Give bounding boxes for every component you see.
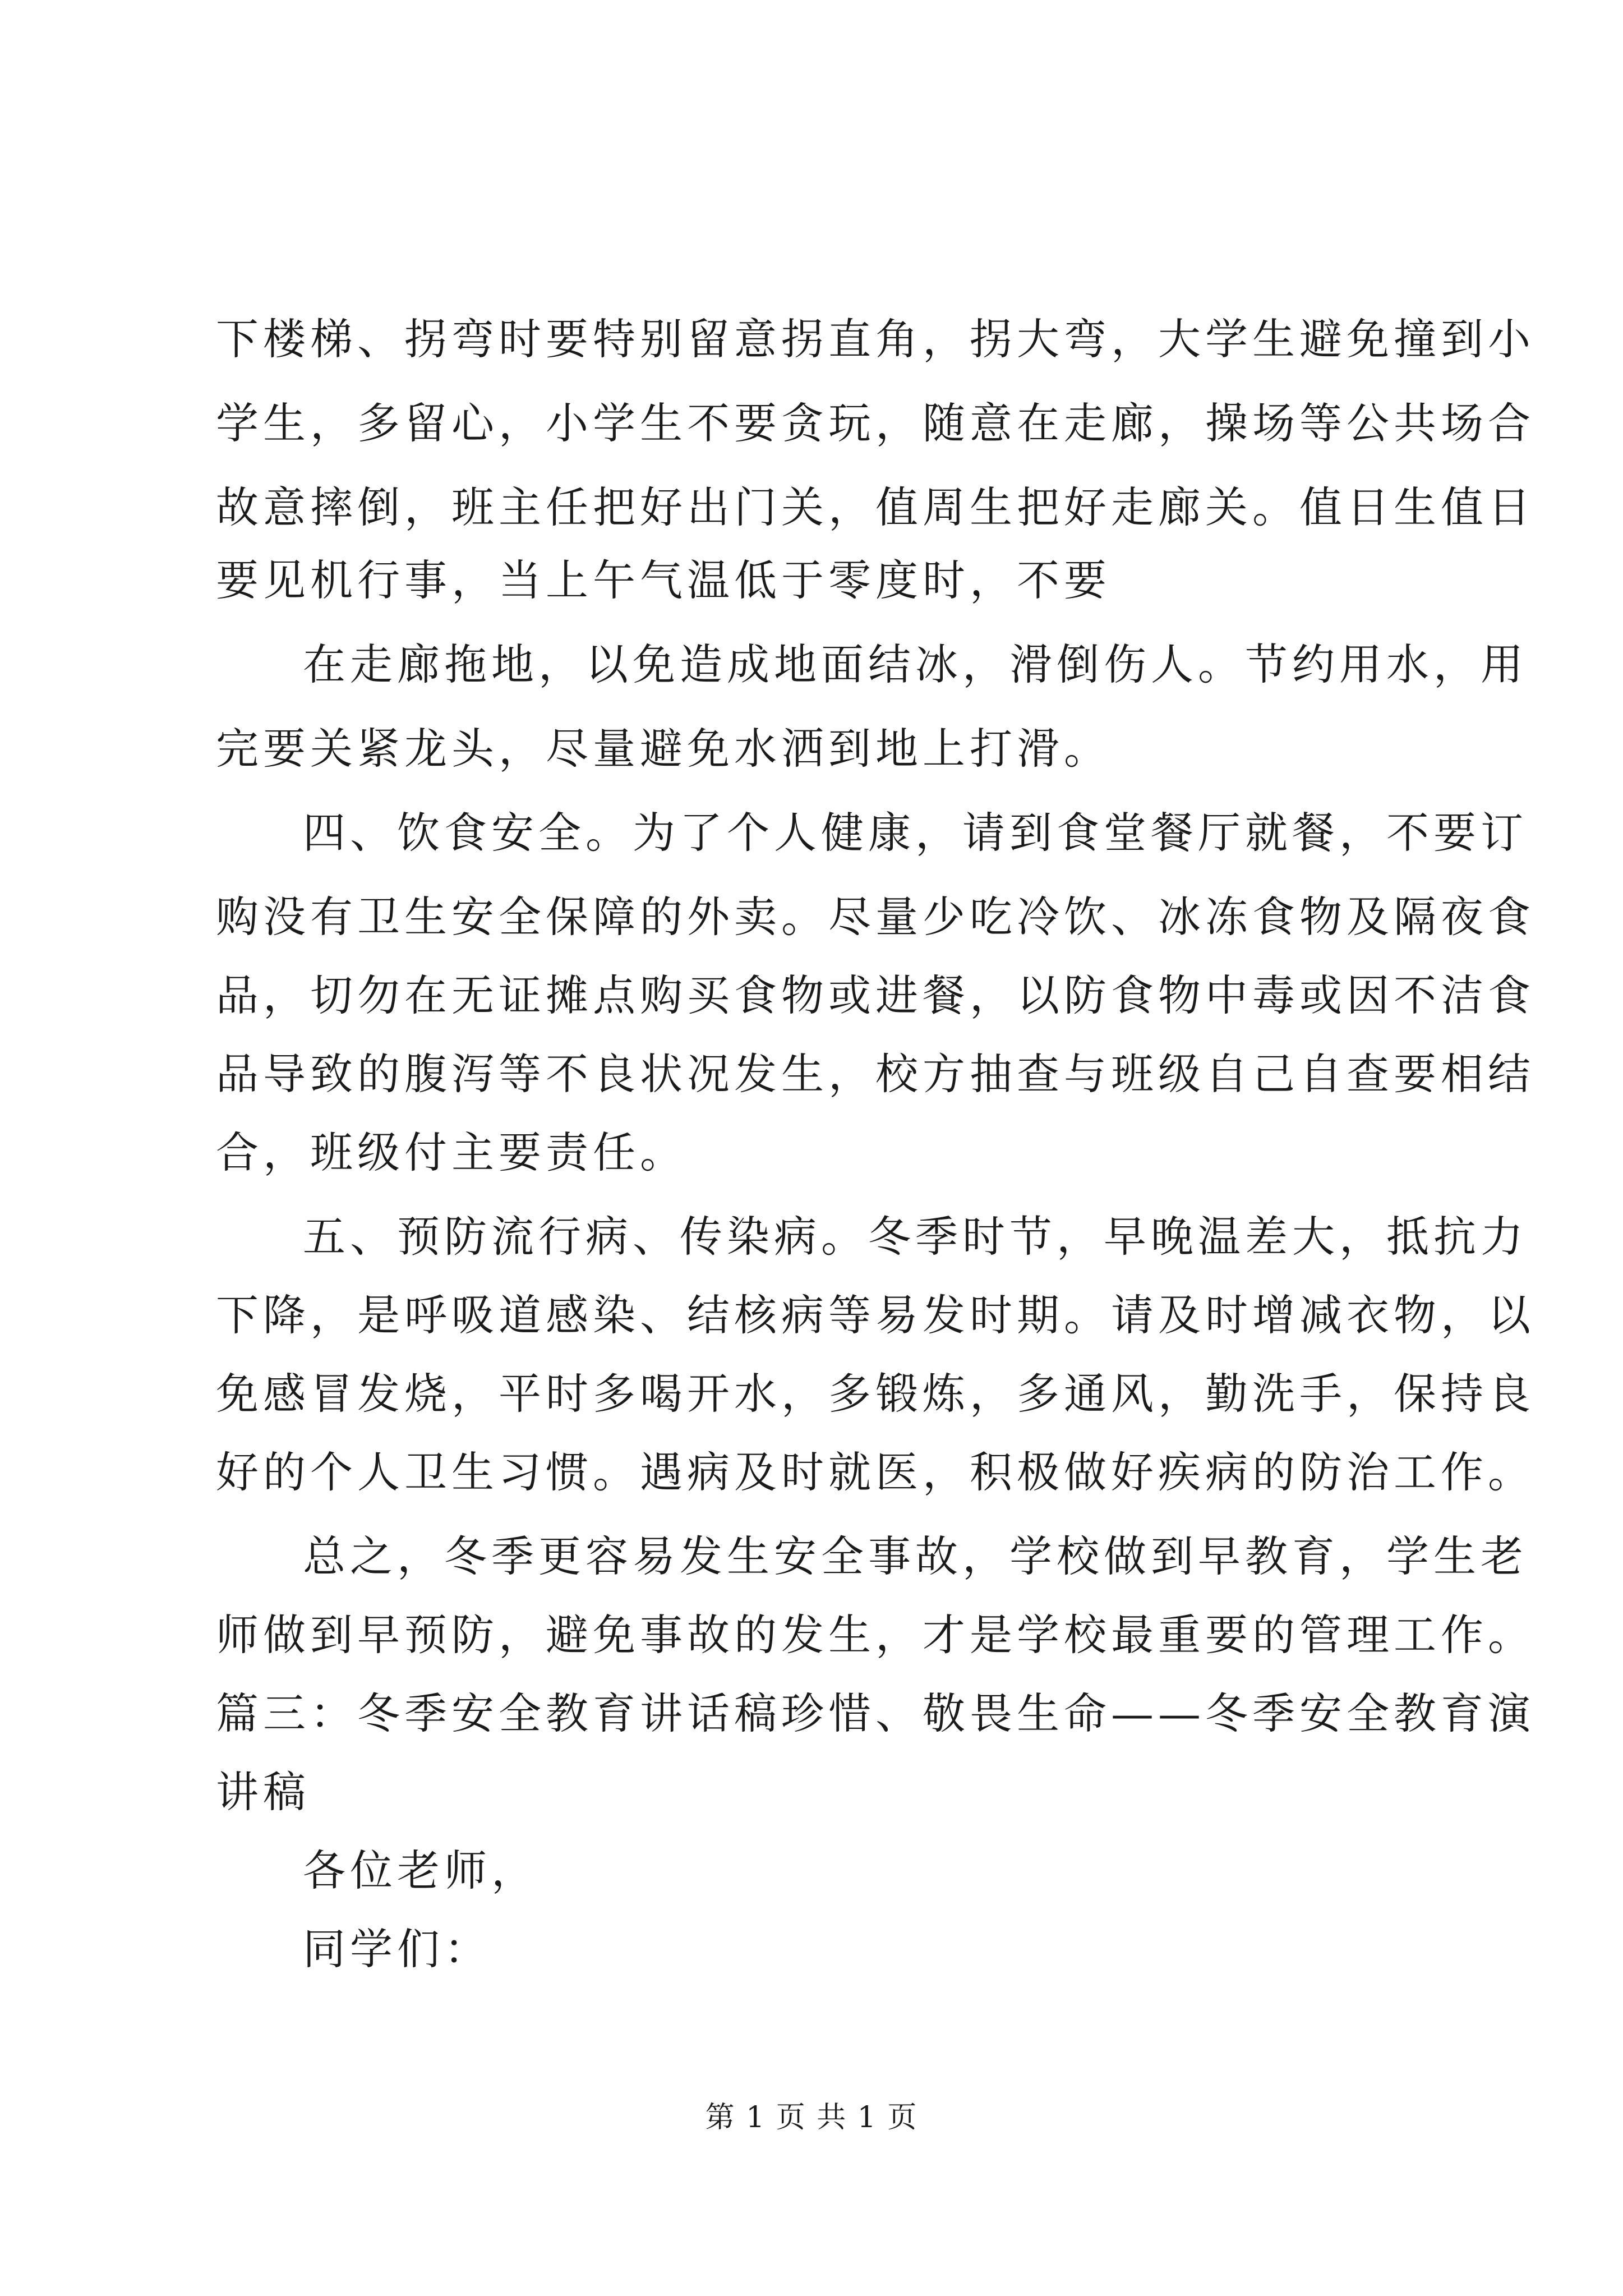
body-line: 合，班级付主要责任。: [216, 1128, 687, 1177]
section-heading-disease-prevention: 五、预防流行病、传染病。冬季时节，早晚温差大，抵抗力: [303, 1212, 1528, 1262]
body-line: 下降，是呼吸道感染、结核病等易发时期。请及时增减衣物，以: [216, 1290, 1535, 1340]
body-line: 学生，多留心，小学生不要贪玩，随意在走廊，操场等公共场合: [216, 398, 1535, 448]
body-line: 好的个人卫生习惯。遇病及时就医，积极做好疾病的防治工作。: [216, 1447, 1535, 1497]
body-line: 购没有卫生安全保障的外卖。尽量少吃冷饮、冰冻食物及隔夜食: [216, 892, 1535, 942]
body-line: 品导致的腹泻等不良状况发生，校方抽查与班级自己自查要相结: [216, 1049, 1535, 1099]
summary-paragraph: 总之，冬季更容易发生安全事故，学校做到早教育，学生老: [303, 1531, 1528, 1581]
paragraph-first-line: 在走廊拖地，以免造成地面结冰，滑倒伤人。节约用水，用: [303, 639, 1528, 689]
body-line: 下楼梯、拐弯时要特别留意拐直角，拐大弯，大学生避免撞到小: [216, 314, 1535, 364]
salutation-students: 同学们：: [303, 1924, 491, 1974]
salutation-teachers: 各位老师，: [303, 1846, 538, 1895]
page-number-footer: 第 1 页 共 1 页: [705, 2101, 918, 2134]
body-line: 故意摔倒，班主任把好出门关，值周生把好走廊关。值日生值日: [216, 482, 1535, 532]
body-line: 免感冒发烧，平时多喝开水，多锻炼，多通风，勤洗手，保持良: [216, 1369, 1535, 1419]
body-line: 要见机行事，当上午气温低于零度时，不要: [216, 555, 1111, 605]
body-line: 师做到早预防，避免事故的发生，才是学校最重要的管理工作。: [216, 1610, 1535, 1660]
article-title: 篇三：冬季安全教育讲话稿珍惜、敬畏生命——冬季安全教育演: [216, 1688, 1535, 1738]
body-line: 完要关紧龙头，尽量避免水洒到地上打滑。: [216, 724, 1111, 774]
section-heading-food-safety: 四、饮食安全。为了个人健康，请到食堂餐厅就餐，不要订: [303, 808, 1528, 858]
article-title-continued: 讲稿: [216, 1767, 310, 1817]
body-line: 品，切勿在无证摊点购买食物或进餐，以防食物中毒或因不洁食: [216, 970, 1535, 1020]
